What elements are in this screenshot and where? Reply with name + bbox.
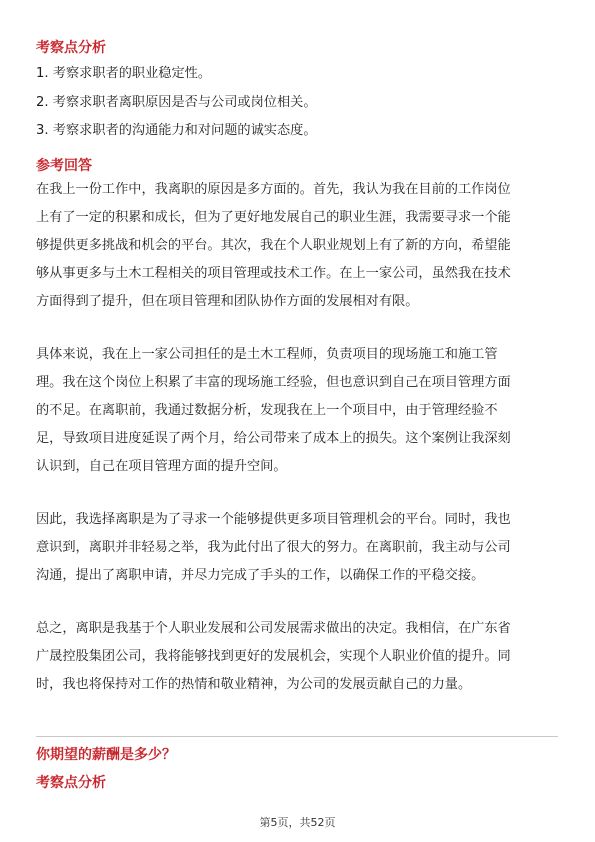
- answer-line: 具体来说，我在上一家公司担任的是土木工程师，负责项目的现场施工和施工管: [36, 347, 498, 362]
- section-divider: [36, 736, 558, 737]
- answer-line: 广晟控股集团公司，我将能够找到更好的发展机会，实现个人职业价值的提升。同: [36, 649, 511, 664]
- answer-line: 够从事更多与土木工程相关的项目管理或技术工作。在上一家公司，虽然我在技术: [36, 266, 511, 281]
- section-heading-answer: 参考回答: [36, 158, 92, 174]
- next-question-title: 你期望的薪酬是多少？: [36, 747, 176, 763]
- answer-line: 意识到，离职并非轻易之举，我为此付出了很大的努力。在离职前，我主动与公司: [36, 540, 511, 555]
- answer-line: 总之，离职是我基于个人职业发展和公司发展需求做出的决定。我相信，在广东省: [36, 621, 511, 636]
- answer-line: 时，我也将保持对工作的热情和敬业精神，为公司的发展贡献自己的力量。: [36, 677, 472, 692]
- answer-line: 认识到，自己在项目管理方面的提升空间。: [36, 459, 287, 474]
- answer-line: 足，导致项目进度延误了两个月，给公司带来了成本上的损失。这个案例让我深刻: [36, 431, 511, 446]
- analysis-item: 2. 考察求职者离职原因是否与公司或岗位相关。: [36, 95, 317, 110]
- analysis-item: 3. 考察求职者的沟通能力和对问题的诚实态度。: [36, 123, 317, 138]
- answer-line: 方面得到了提升，但在项目管理和团队协作方面的发展相对有限。: [36, 294, 419, 309]
- section-heading-analysis: 考察点分析: [36, 40, 106, 56]
- page-number: 第5页，共52页: [259, 816, 336, 829]
- next-question-subheading: 考察点分析: [36, 775, 106, 791]
- answer-line: 上有了一定的积累和成长，但为了更好地发展自己的职业生涯，我需要寻求一个能: [36, 210, 511, 225]
- answer-line: 因此，我选择离职是为了寻求一个能够提供更多项目管理机会的平台。同时，我也: [36, 512, 511, 527]
- answer-line: 沟通，提出了离职申请，并尽力完成了手头的工作，以确保工作的平稳交接。: [36, 568, 485, 583]
- answer-line: 在我上一份工作中，我离职的原因是多方面的。首先，我认为我在目前的工作岗位: [36, 182, 511, 197]
- answer-line: 的不足。在离职前，我通过数据分析，发现我在上一个项目中，由于管理经验不: [36, 403, 498, 418]
- analysis-item: 1. 考察求职者的职业稳定性。: [36, 66, 212, 81]
- answer-line: 理。我在这个岗位上积累了丰富的现场施工经验，但也意识到自己在项目管理方面: [36, 375, 511, 390]
- answer-line: 够提供更多挑战和机会的平台。其次，我在个人职业规划上有了新的方向，希望能: [36, 238, 511, 253]
